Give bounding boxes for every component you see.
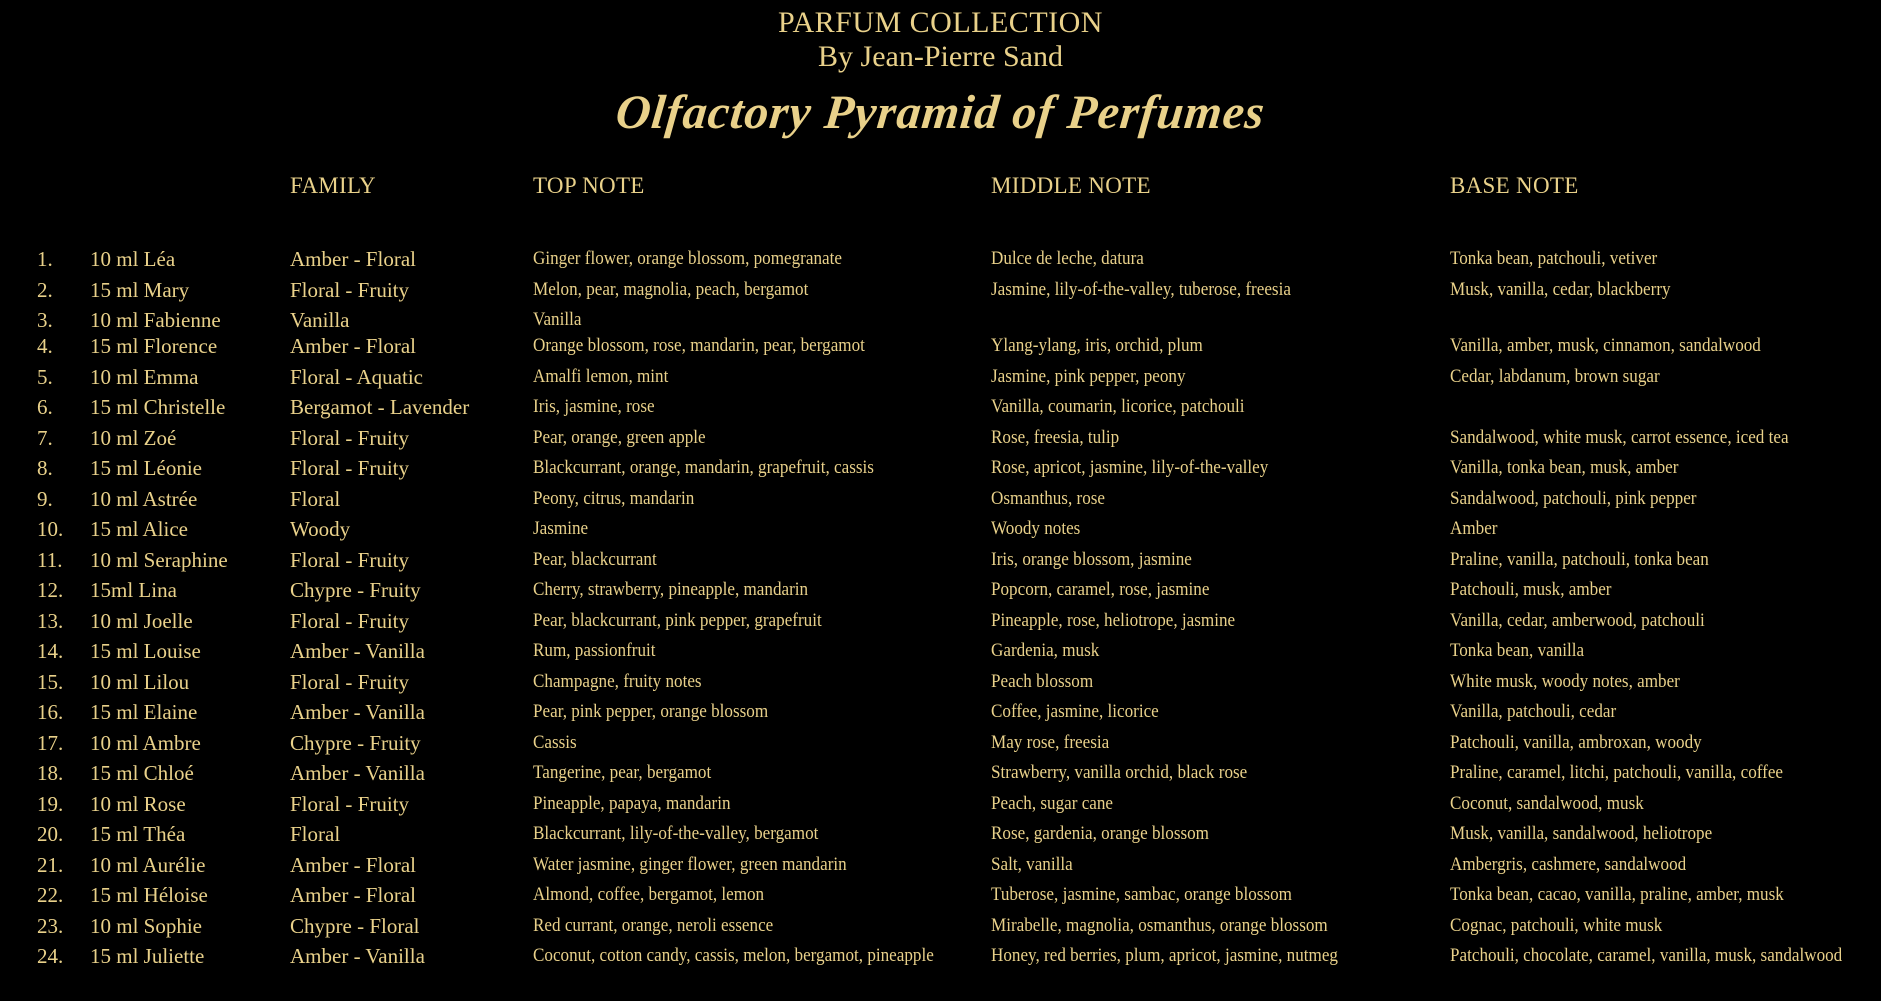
base-note: Patchouli, chocolate, caramel, vanilla, musk, sandalwood (1450, 945, 1843, 966)
top-note: Orange blossom, rose, mandarin, pear, bergamot (533, 335, 865, 356)
middle-note: Tuberose, jasmine, sambac, orange blossom (991, 884, 1292, 905)
row-number: 5. (37, 364, 53, 389)
row-number: 11. (37, 547, 63, 572)
perfume-name: 15 ml Chloé (90, 761, 194, 785)
row-number: 1. (37, 247, 53, 271)
perfume-family: Amber - Vanilla (290, 761, 425, 785)
middle-note: Rose, gardenia, orange blossom (991, 823, 1209, 844)
perfume-family: Woody (290, 517, 351, 541)
row-number: 19. (37, 791, 64, 816)
perfume-row (0, 545, 1881, 576)
row-number: 22. (37, 883, 64, 907)
middle-note: Pineapple, rose, heliotrope, jasmine (991, 609, 1236, 631)
top-note: Rum, passionfruit (533, 640, 656, 661)
perfume-family: Amber - Floral (290, 883, 416, 907)
middle-note: Ylang-ylang, iris, orchid, plum (991, 335, 1203, 356)
top-note: Red currant, orange, neroli essence (533, 914, 774, 936)
top-note: Jasmine (533, 518, 589, 539)
perfume-family: Amber - Vanilla (290, 639, 425, 663)
top-note: Champagne, fruity notes (533, 670, 702, 692)
perfume-name: 15 ml Alice (90, 517, 188, 541)
perfume-family: Amber - Floral (290, 852, 416, 877)
perfume-name: 10 ml Joelle (90, 608, 193, 633)
column-header-top-note: TOP NOTE (533, 173, 645, 198)
row-number: 20. (37, 822, 64, 846)
perfume-family: Floral - Fruity (290, 791, 409, 816)
perfume-row (0, 667, 1881, 698)
row-number: 16. (37, 700, 64, 724)
perfume-name: 10 ml Astrée (90, 486, 198, 511)
row-number: 10. (37, 517, 64, 541)
top-note: Vanilla (533, 309, 582, 330)
base-note: Musk, vanilla, sandalwood, heliotrope (1450, 823, 1713, 844)
top-note: Cassis (533, 731, 577, 753)
top-note: Ginger flower, orange blossom, pomegranate (533, 248, 842, 269)
top-note: Blackcurrant, orange, mandarin, grapefruit, cassis (533, 457, 874, 478)
middle-note: Rose, apricot, jasmine, lily-of-the-valley (991, 457, 1269, 478)
perfume-family: Floral - Fruity (290, 277, 409, 302)
top-note: Almond, coffee, bergamot, lemon (533, 884, 765, 905)
middle-note: Honey, red berries, plum, apricot, jasmine, nutmeg (991, 945, 1338, 966)
column-header-middle-note: MIDDLE NOTE (991, 173, 1151, 198)
perfume-family: Floral - Fruity (290, 547, 409, 572)
base-note: Tonka bean, cacao, vanilla, praline, amber, musk (1450, 884, 1784, 905)
perfume-family: Chypre - Fruity (290, 730, 421, 755)
perfume-row (0, 331, 1881, 362)
perfume-row (0, 697, 1881, 728)
middle-note: Salt, vanilla (991, 853, 1073, 875)
perfume-family: Chypre - Floral (290, 913, 420, 938)
middle-note: Iris, orange blossom, jasmine (991, 548, 1192, 570)
middle-note: May rose, freesia (991, 731, 1110, 753)
top-note: Amalfi lemon, mint (533, 365, 669, 387)
base-note: Patchouli, vanilla, ambroxan, woody (1450, 731, 1702, 753)
row-number: 14. (37, 639, 64, 663)
base-note: Vanilla, patchouli, cedar (1450, 701, 1617, 722)
row-number: 18. (37, 761, 64, 785)
perfume-row (0, 423, 1881, 454)
perfume-family: Floral - Fruity (290, 456, 409, 480)
base-note: Cognac, patchouli, white musk (1450, 914, 1663, 936)
base-note: Vanilla, tonka bean, musk, amber (1450, 457, 1679, 478)
middle-note: Osmanthus, rose (991, 487, 1105, 509)
top-note: Water jasmine, ginger flower, green mandarin (533, 853, 847, 875)
perfume-name: 10 ml Ambre (90, 730, 201, 755)
perfume-row (0, 606, 1881, 637)
perfume-family: Vanilla (290, 308, 350, 332)
perfume-name: 15 ml Léonie (90, 456, 202, 480)
perfume-table (0, 244, 1881, 972)
perfume-row (0, 392, 1881, 423)
perfume-row (0, 758, 1881, 789)
perfume-name: 10 ml Fabienne (90, 308, 221, 332)
top-note: Peony, citrus, mandarin (533, 487, 695, 509)
perfume-name: 15 ml Juliette (90, 944, 205, 968)
perfume-row (0, 880, 1881, 911)
base-note: White musk, woody notes, amber (1450, 670, 1680, 692)
perfume-family: Amber - Vanilla (290, 700, 425, 724)
perfume-row (0, 362, 1881, 393)
collection-title: PARFUM COLLECTION (778, 6, 1103, 39)
perfume-name: 15 ml Elaine (90, 700, 198, 724)
base-note: Sandalwood, patchouli, pink pepper (1450, 487, 1697, 509)
middle-note: Mirabelle, magnolia, osmanthus, orange blossom (991, 914, 1328, 936)
perfume-row (0, 789, 1881, 820)
base-note: Vanilla, amber, musk, cinnamon, sandalwood (1450, 335, 1761, 356)
row-number: 17. (37, 730, 64, 755)
middle-note: Coffee, jasmine, licorice (991, 701, 1159, 722)
base-note: Musk, vanilla, cedar, blackberry (1450, 278, 1671, 300)
perfume-family: Floral - Fruity (290, 425, 409, 450)
pyramid-title: Olfactory Pyramid of Perfumes (613, 86, 1268, 139)
row-number: 9. (37, 486, 53, 511)
top-note: Melon, pear, magnolia, peach, bergamot (533, 278, 809, 300)
column-header-family: FAMILY (290, 173, 376, 198)
perfume-family: Amber - Floral (290, 334, 416, 358)
base-note: Coconut, sandalwood, musk (1450, 792, 1644, 814)
middle-note: Woody notes (991, 518, 1081, 539)
top-note: Blackcurrant, lily-of-the-valley, bergamot (533, 823, 819, 844)
base-note: Praline, vanilla, patchouli, tonka bean (1450, 548, 1709, 570)
perfume-row (0, 575, 1881, 606)
row-number: 21. (37, 852, 64, 877)
perfume-name: 10 ml Zoé (90, 425, 177, 450)
middle-note: Jasmine, pink pepper, peony (991, 365, 1186, 387)
perfume-name: 15 ml Florence (90, 334, 218, 358)
perfume-name: 10 ml Lilou (90, 669, 190, 694)
perfume-row (0, 819, 1881, 850)
perfume-row (0, 484, 1881, 515)
perfume-row (0, 636, 1881, 667)
perfume-name: 15 ml Théa (90, 822, 186, 846)
top-note: Pear, blackcurrant, pink pepper, grapefruit (533, 609, 822, 631)
row-number: 13. (37, 608, 64, 633)
perfume-name: 15 ml Mary (90, 277, 190, 302)
row-number: 3. (37, 308, 53, 332)
row-number: 2. (37, 277, 53, 302)
top-note: Iris, jasmine, rose (533, 396, 655, 417)
top-note: Pear, blackcurrant (533, 548, 657, 570)
row-number: 8. (37, 456, 53, 480)
perfume-name: 10 ml Léa (90, 247, 176, 271)
perfume-row (0, 850, 1881, 881)
perfume-family: Chypre - Fruity (290, 578, 421, 602)
top-note: Pear, orange, green apple (533, 426, 706, 448)
perfume-row (0, 911, 1881, 942)
base-note: Sandalwood, white musk, carrot essence, iced tea (1450, 426, 1789, 448)
perfume-family: Floral - Fruity (290, 669, 409, 694)
column-header-base-note: BASE NOTE (1450, 173, 1579, 198)
middle-note: Dulce de leche, datura (991, 248, 1144, 269)
row-number: 15. (37, 669, 64, 694)
perfume-family: Floral - Fruity (290, 608, 409, 633)
perfume-family: Floral (290, 822, 341, 846)
top-note: Cherry, strawberry, pineapple, mandarin (533, 579, 809, 600)
perfume-family: Floral - Aquatic (290, 364, 423, 389)
base-note: Vanilla, cedar, amberwood, patchouli (1450, 609, 1705, 631)
base-note: Tonka bean, patchouli, vetiver (1450, 248, 1658, 269)
row-number: 6. (37, 395, 53, 419)
row-number: 7. (37, 425, 53, 450)
perfume-family: Amber - Floral (290, 247, 416, 271)
perfume-name: 10 ml Sophie (90, 913, 203, 938)
base-note: Cedar, labdanum, brown sugar (1450, 365, 1660, 387)
perfume-name: 10 ml Rose (90, 791, 186, 816)
base-note: Praline, caramel, litchi, patchouli, vanilla, coffee (1450, 762, 1783, 783)
row-number: 4. (37, 334, 53, 358)
perfume-family: Amber - Vanilla (290, 944, 425, 968)
top-note: Tangerine, pear, bergamot (533, 762, 712, 783)
perfume-row (0, 514, 1881, 545)
middle-note: Rose, freesia, tulip (991, 426, 1120, 448)
perfume-name: 15 ml Louise (90, 639, 201, 663)
base-note: Amber (1450, 518, 1498, 539)
perfume-name: 10 ml Emma (90, 364, 199, 389)
perfume-name: 10 ml Seraphine (90, 547, 228, 572)
base-note: Patchouli, musk, amber (1450, 579, 1612, 600)
perfume-row (0, 305, 1881, 331)
middle-note: Jasmine, lily-of-the-valley, tuberose, freesia (991, 278, 1291, 300)
perfume-row (0, 941, 1881, 972)
perfume-row (0, 275, 1881, 306)
middle-note: Vanilla, coumarin, licorice, patchouli (991, 396, 1245, 417)
middle-note: Gardenia, musk (991, 640, 1100, 661)
top-note: Pear, pink pepper, orange blossom (533, 701, 769, 722)
perfume-name: 15 ml Héloise (90, 883, 208, 907)
top-note: Coconut, cotton candy, cassis, melon, bergamot, pineapple (533, 945, 934, 966)
row-number: 23. (37, 913, 64, 938)
collection-subtitle: By Jean-Pierre Sand (818, 40, 1063, 73)
base-note: Ambergris, cashmere, sandalwood (1450, 853, 1687, 875)
middle-note: Peach blossom (991, 670, 1094, 692)
perfume-family: Floral (290, 486, 341, 511)
perfume-name: 10 ml Aurélie (90, 852, 206, 877)
perfume-row (0, 244, 1881, 275)
perfume-name: 15ml Lina (90, 578, 177, 602)
middle-note: Popcorn, caramel, rose, jasmine (991, 579, 1210, 600)
perfume-family: Bergamot - Lavender (290, 395, 470, 419)
base-note: Tonka bean, vanilla (1450, 640, 1585, 661)
middle-note: Strawberry, vanilla orchid, black rose (991, 762, 1248, 783)
perfume-row (0, 453, 1881, 484)
perfume-row (0, 728, 1881, 759)
middle-note: Peach, sugar cane (991, 792, 1114, 814)
perfume-name: 15 ml Christelle (90, 395, 226, 419)
top-note: Pineapple, papaya, mandarin (533, 792, 731, 814)
row-number: 12. (37, 578, 64, 602)
row-number: 24. (37, 944, 64, 968)
